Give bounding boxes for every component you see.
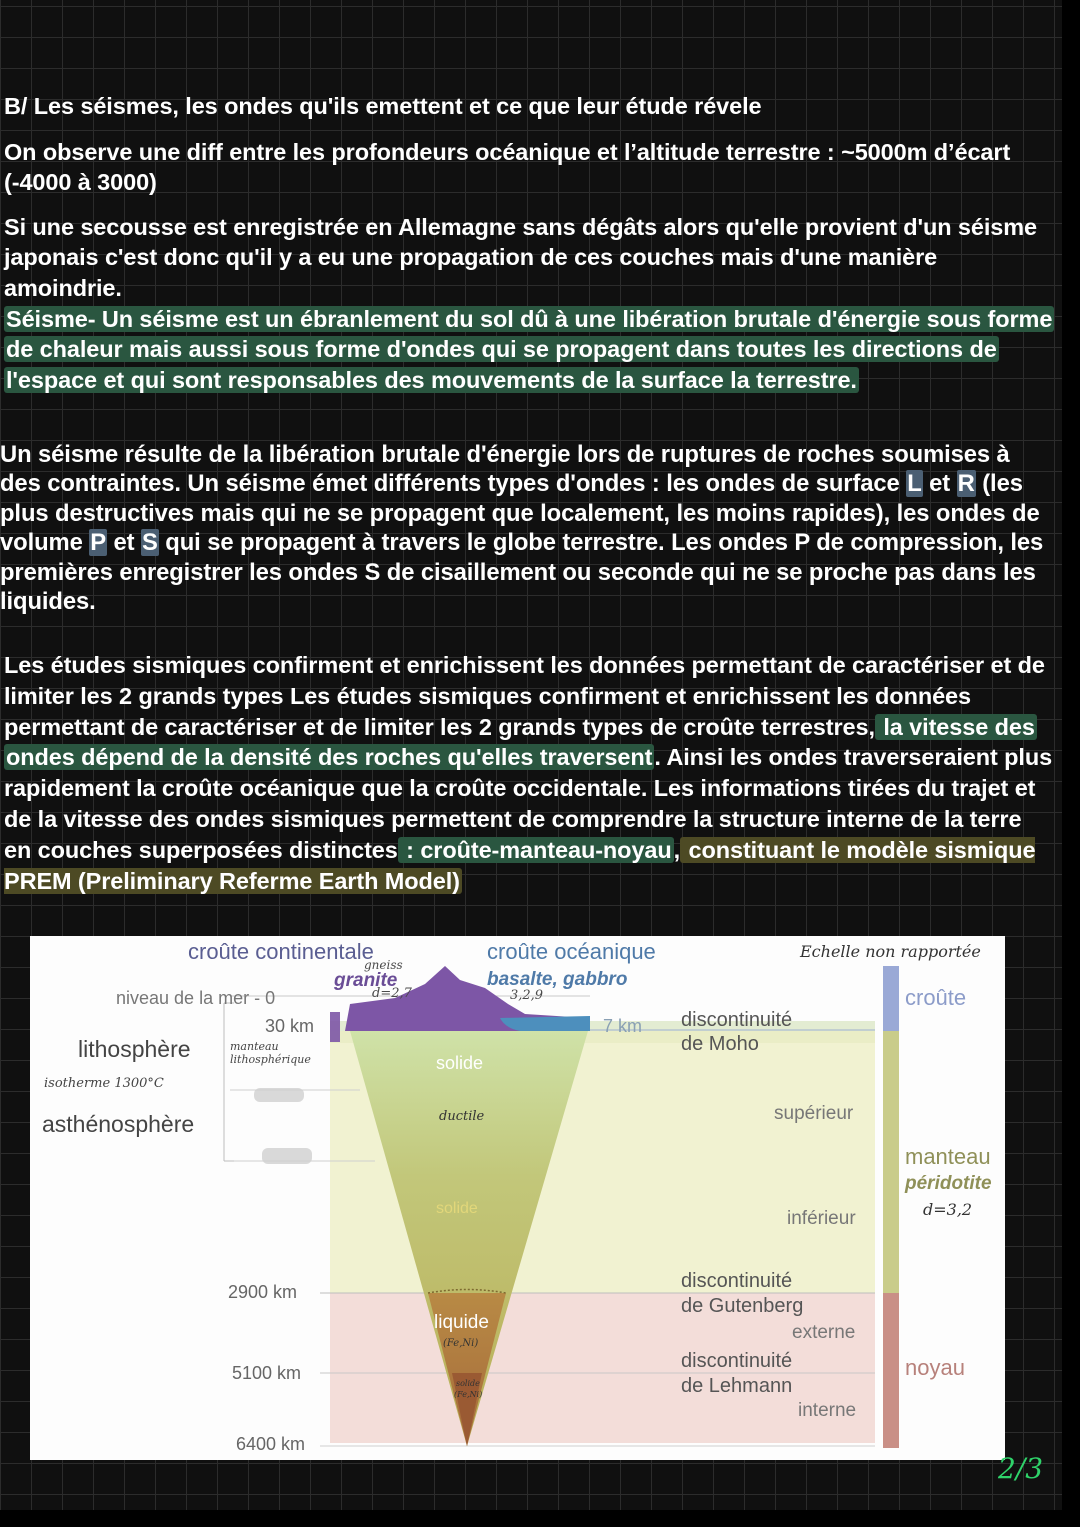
paragraph-altitude: On observe une diff entre les profondeurs océanique et l’altitude terrestre : ~5000m d’écart (-4000 à 3000) [4, 139, 1011, 196]
label-manteau: manteau [905, 1144, 991, 1169]
paragraph-ondes: Un séisme résulte de la libération brutale d'énergie lors de ruptures de roches soumises à des contraintes. Un séisme émet différents types d'ondes : les ondes de surface L et R (les plus destructives mais qui ne se propagent que localement, les moins rapides), les ondes de volume P et S qui se propagent à travers le globe terrestre. Les ondes P de compression, les premières enregistrer les ondes S de cisaillement ou seconde qui ne se proche pas dans les liquides. [0, 441, 1044, 616]
label-feni-2: (Fe,Ni) [454, 1390, 483, 1399]
label-isotherme: isotherme 1300°C [44, 1076, 164, 1091]
label-5100km: 5100 km [232, 1363, 302, 1383]
highlight-couches: : croûte-manteau-noyau [399, 836, 672, 863]
paragraph-propagation: Si une secousse est enregistrée en Allemagne sans dégâts alors qu'elle provient d'un séisme japonais c'est donc qu'il y a eu une propagation de ces couches mais d'une manière amoindrie. [4, 214, 1037, 301]
wave-L: L [907, 470, 922, 498]
label-echelle: Echelle non rapportée [800, 942, 981, 961]
wave-S: S [142, 529, 158, 557]
scale-noyau [883, 1293, 899, 1448]
label-externe: externe [792, 1322, 856, 1343]
label-disc-gutenberg: discontinuité de Gutenberg [681, 1270, 804, 1317]
label-noyau: noyau [905, 1355, 965, 1380]
label-croute-oceanique: croûte océanique [487, 939, 656, 964]
label-granite: granite [334, 970, 398, 991]
wave-R: R [957, 470, 975, 498]
label-inferieur: inférieur [787, 1208, 856, 1229]
label-croute-continentale: croûte continentale [188, 939, 374, 964]
scale-manteau [883, 1031, 899, 1293]
label-manteau-litho: manteau lithosphérique [230, 1040, 311, 1066]
label-disc-moho: discontinuité de Moho [681, 1009, 793, 1055]
label-2900km: 2900 km [228, 1282, 298, 1302]
label-ductile: ductile [439, 1109, 485, 1124]
label-6400km: 6400 km [236, 1434, 306, 1454]
label-30km: 30 km [265, 1016, 315, 1036]
label-liquide: liquide [434, 1312, 489, 1333]
label-solide-1: solide [436, 1053, 484, 1073]
label-superieur: supérieur [774, 1103, 854, 1124]
paragraph-etudes: Les études sismiques confirment et enrichissent les données permettant de caractériser et de limiter les 2 grands types Les études sismiques confirment et enrichissent les données permettant de caractériser et de limiter les 2 grands types de croûte terrestres, la vitesse des ondes dépend de la densité des roches qu'elles traversent. Ainsi les ondes traverseraient plus rapidement la croûte océanique que la croûte occidentale. Les informations tirées du trajet et de la vitesse des ondes sismiques permettent de comprendre la structure interne de la terre en couches superposées distinctes : croûte-manteau-noyau, constituant le modèle sismique PREM (Preliminary Referme Earth Model) [4, 652, 1053, 894]
label-disc-lehmann: discontinuité de Lehmann [681, 1350, 793, 1397]
label-niveau-mer: niveau de la mer - 0 [116, 988, 276, 1008]
page-number: 2/3 [998, 1452, 1044, 1485]
label-lithosphere: lithosphère [78, 1036, 191, 1062]
scale-croute [883, 966, 899, 1031]
label-7km: 7 km [603, 1016, 643, 1036]
wave-P: P [90, 529, 107, 557]
earth-structure-diagram [30, 936, 1005, 1460]
label-interne: interne [798, 1400, 857, 1421]
highlight-definition: Séisme- Un séisme est un ébranlement du sol dû à une libération brutale d'énergie sous forme de chaleur mais aussi sous forme d'ondes qui se propagent dans toutes les directions de l'espace et qui sont responsables des mouvements de la surface la terrestre. [6, 306, 1053, 393]
label-feni-1: (Fe,Ni) [443, 1338, 479, 1349]
label-peridotite: péridotite [905, 1173, 992, 1194]
label-d-manteau: d=3,2 [923, 1200, 973, 1219]
label-solide-2: solide [436, 1200, 478, 1217]
highlight-prem: constituant le modèle sismique PREM (Preliminary Referme Earth Model) [4, 836, 1036, 894]
label-gneiss: gneiss [364, 958, 403, 972]
label-solide-3: solide [456, 1379, 480, 1388]
highlight-vitesse: la vitesse des ondes dépend de la densité des roches qu'elles traversent [6, 713, 1035, 771]
label-basalte: basalte, gabbro [487, 969, 628, 990]
label-asthenosphere: asthénosphère [42, 1111, 195, 1137]
label-d-basalte: 3,2,9 [510, 988, 544, 1003]
paragraph-definition [4, 304, 1054, 395]
label-d-granite: d=2,7 [372, 986, 412, 1001]
label-croute: croûte [905, 985, 967, 1010]
oceanic-crust [500, 1016, 590, 1031]
section-heading: B/ Les séismes, les ondes qu'ils emettent et ce que leur étude révele [4, 93, 762, 119]
